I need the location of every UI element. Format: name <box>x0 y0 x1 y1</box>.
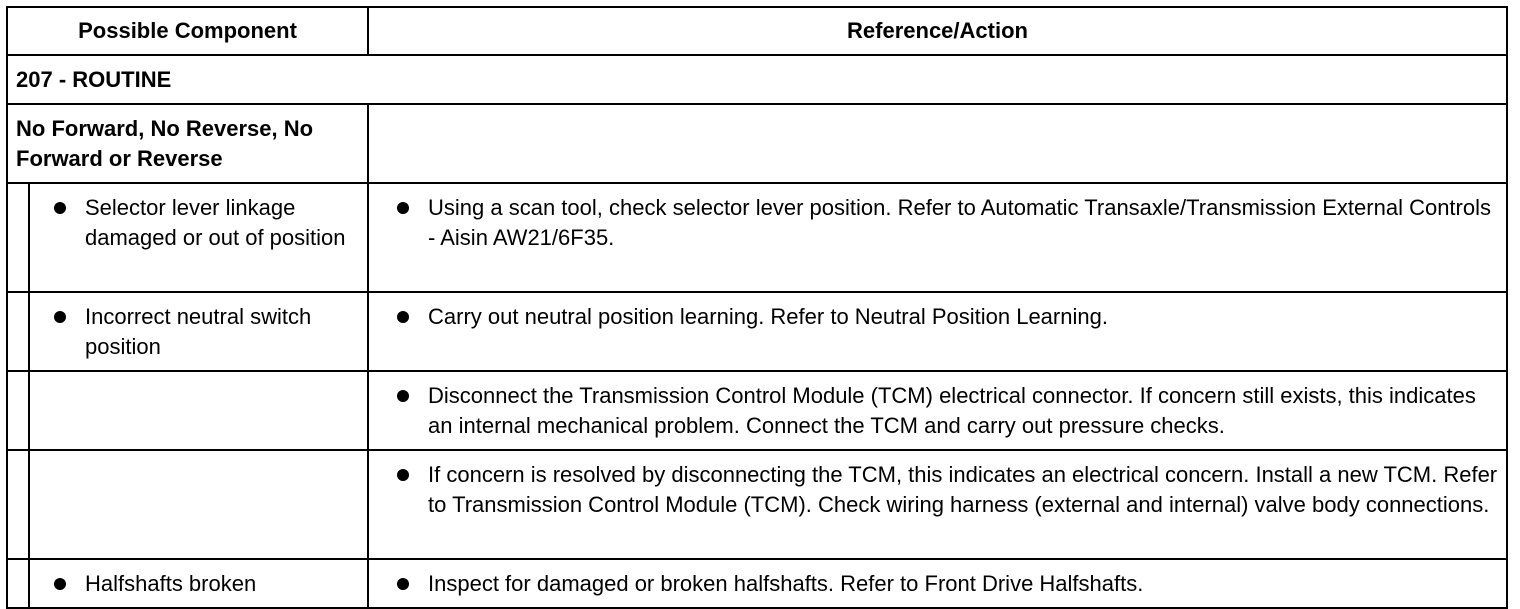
header-row <box>7 7 1507 55</box>
action-cell <box>368 292 1507 371</box>
component-cell <box>29 183 368 292</box>
indent-cell <box>7 371 29 450</box>
component-cell-empty <box>29 450 368 559</box>
indent-cell <box>7 292 29 371</box>
group-row <box>7 104 1507 183</box>
diagnosis-table <box>6 6 1508 609</box>
action-cell <box>368 183 1507 292</box>
action-text: Carry out neutral position learning. Refer to Neutral Position Learning. <box>428 304 1108 329</box>
bullet-icon <box>54 311 66 323</box>
bullet-icon <box>397 469 409 481</box>
bullet-icon <box>397 311 409 323</box>
table-row <box>7 183 1507 292</box>
indent-cell <box>7 183 29 292</box>
component-text: Selector lever linkage damaged or out of position <box>85 195 346 250</box>
bullet-icon <box>54 202 66 214</box>
component-text: Incorrect neutral switch position <box>85 304 312 359</box>
table-row <box>7 450 1507 559</box>
action-cell <box>368 559 1507 608</box>
group-action-empty <box>368 104 1507 183</box>
indent-cell <box>7 559 29 608</box>
header-possible-component: Possible Component <box>7 7 368 55</box>
bullet-icon <box>397 390 409 402</box>
bullet-icon <box>54 578 66 590</box>
group-title: No Forward, No Reverse, No Forward or Reverse <box>7 104 368 183</box>
action-text: Inspect for damaged or broken halfshafts. Refer to Front Drive Halfshafts. <box>428 571 1144 596</box>
table-row <box>7 292 1507 371</box>
action-cell <box>368 450 1507 559</box>
bullet-icon <box>397 202 409 214</box>
action-cell <box>368 371 1507 450</box>
action-text: If concern is resolved by disconnecting the TCM, this indicates an electrical concern. Install a new TCM. Refer to Transmission Control Module (TCM). Check wiring harness (external and internal) valve body connections. <box>428 462 1498 517</box>
component-cell <box>29 559 368 608</box>
section-row <box>7 55 1507 104</box>
indent-cell <box>7 450 29 559</box>
action-text: Using a scan tool, check selector lever position. Refer to Automatic Transaxle/Transmission External Controls - Aisin AW21/6F35. <box>428 195 1491 250</box>
header-reference-action: Reference/Action <box>368 7 1507 55</box>
table-row <box>7 559 1507 608</box>
section-title: 207 - ROUTINE <box>7 55 1507 104</box>
component-cell-empty <box>29 371 368 450</box>
table-row <box>7 371 1507 450</box>
component-text: Halfshafts broken <box>85 571 257 596</box>
action-text: Disconnect the Transmission Control Module (TCM) electrical connector. If concern still exists, this indicates an internal mechanical problem. Connect the TCM and carry out pressure checks. <box>428 383 1476 438</box>
bullet-icon <box>397 578 409 590</box>
component-cell <box>29 292 368 371</box>
